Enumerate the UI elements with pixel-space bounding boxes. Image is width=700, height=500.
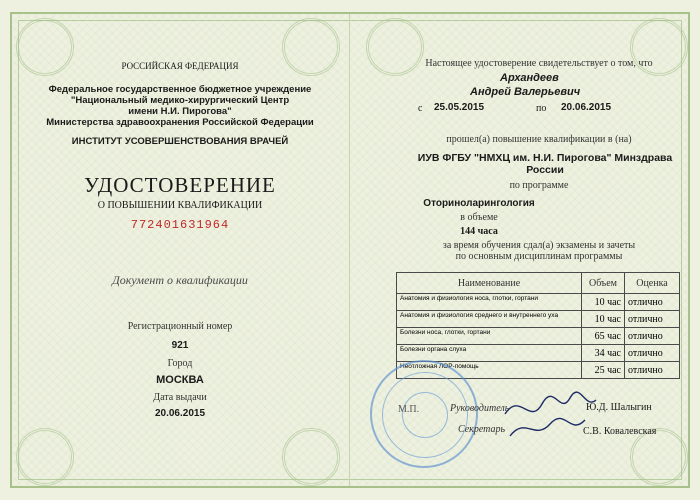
table-row bbox=[397, 294, 680, 311]
country-heading: РОССИЙСКАЯ ФЕДЕРАЦИЯ bbox=[121, 61, 239, 71]
subject-volume: 10 час bbox=[582, 294, 625, 311]
institute-name: ИНСТИТУТ УСОВЕРШЕНСТВОВАНИЯ ВРАЧЕЙ bbox=[71, 136, 289, 147]
corner-ornament-icon bbox=[282, 428, 340, 486]
program-label: по программе bbox=[509, 180, 569, 191]
volume-value: 144 часа bbox=[460, 226, 498, 237]
subject-grade: отлично bbox=[625, 294, 680, 311]
table-row bbox=[397, 311, 680, 328]
volume-label: в объеме bbox=[460, 212, 498, 223]
document-title: УДОСТОВЕРЕНИЕ bbox=[84, 173, 276, 197]
holder-name: Андрей Валерьевич bbox=[470, 86, 581, 98]
subject-volume: 65 час bbox=[582, 328, 625, 345]
head-name: Ю.Д. Шалыгин bbox=[586, 402, 652, 413]
org-line-3: имени Н.И. Пирогова" bbox=[128, 106, 232, 117]
subject-name: Неотложная ЛОР-помощь bbox=[397, 362, 582, 379]
subject-volume: 25 час bbox=[582, 362, 625, 379]
program-name: Оториноларингология bbox=[423, 198, 535, 209]
study-date-to: 20.06.2015 bbox=[561, 102, 612, 113]
table-row bbox=[397, 345, 680, 362]
subject-name: Анатомия и физиология среднего и внутреннего уха bbox=[397, 311, 582, 328]
org-line-1: Федеральное государственное бюджетное учреждение bbox=[48, 84, 312, 95]
signature-head-icon bbox=[500, 386, 600, 446]
subject-grade: отлично bbox=[625, 362, 680, 379]
city-value: МОСКВА bbox=[156, 374, 204, 386]
subject-name: Анатомия и физиология носа, глотки, гортани bbox=[397, 294, 582, 311]
official-seal-icon bbox=[370, 360, 478, 468]
fold-line bbox=[349, 14, 350, 486]
holder-surname: Архандеев bbox=[500, 72, 559, 84]
training-org-line-2: России bbox=[526, 164, 564, 176]
subject-name: Болезни органа слуха bbox=[397, 345, 582, 362]
training-org-line-1: ИУВ ФГБУ "НМХЦ им. Н.И. Пирогова" Минздрава bbox=[417, 152, 673, 164]
head-label: Руководитель bbox=[450, 403, 510, 414]
serial-number: 772401631964 bbox=[130, 218, 230, 232]
study-date-from: 25.05.2015 bbox=[434, 102, 485, 113]
city-label: Город bbox=[167, 358, 193, 369]
document-subtitle: О ПОВЫШЕНИИ КВАЛИФИКАЦИИ bbox=[97, 200, 263, 211]
subject-grade: отлично bbox=[625, 328, 680, 345]
subject-volume: 34 час bbox=[582, 345, 625, 362]
seal-place-label: М.П. bbox=[398, 404, 420, 415]
column-header-name: Наименование bbox=[397, 273, 582, 294]
secretary-label: Секретарь bbox=[458, 424, 506, 435]
subject-grade: отлично bbox=[625, 345, 680, 362]
to-label: по bbox=[536, 103, 547, 114]
corner-ornament-icon bbox=[16, 428, 74, 486]
column-header-volume: Объем bbox=[582, 273, 625, 294]
subject-volume: 10 час bbox=[582, 311, 625, 328]
org-line-4: Министерства здравоохранения Российской Федерации bbox=[46, 117, 314, 128]
issue-date: 20.06.2015 bbox=[154, 408, 206, 419]
passed-text: прошел(а) повышение квалификации в (на) bbox=[446, 134, 632, 145]
document-type: Документ о квалификации bbox=[112, 273, 248, 287]
org-line-2: "Национальный медико-хирургический Центр bbox=[70, 95, 290, 106]
intro-text: Настоящее удостоверение свидетельствует о том, что bbox=[425, 58, 653, 69]
subject-name: Болезни носа, глотки, гортани bbox=[397, 328, 582, 345]
table-row bbox=[397, 328, 680, 345]
from-label: с bbox=[418, 103, 423, 114]
secretary-name: С.В. Ковалевская bbox=[583, 426, 657, 437]
table-header-row bbox=[397, 273, 680, 294]
subject-grade: отлично bbox=[625, 311, 680, 328]
exams-line-2: по основным дисциплинам программы bbox=[455, 251, 623, 262]
column-header-grade: Оценка bbox=[625, 273, 680, 294]
issue-date-label: Дата выдачи bbox=[153, 392, 207, 403]
registration-number: 921 bbox=[171, 340, 189, 351]
exams-line-1: за время обучения сдал(а) экзамены и зачеты bbox=[442, 240, 636, 251]
registration-label: Регистрационный номер bbox=[127, 321, 233, 332]
